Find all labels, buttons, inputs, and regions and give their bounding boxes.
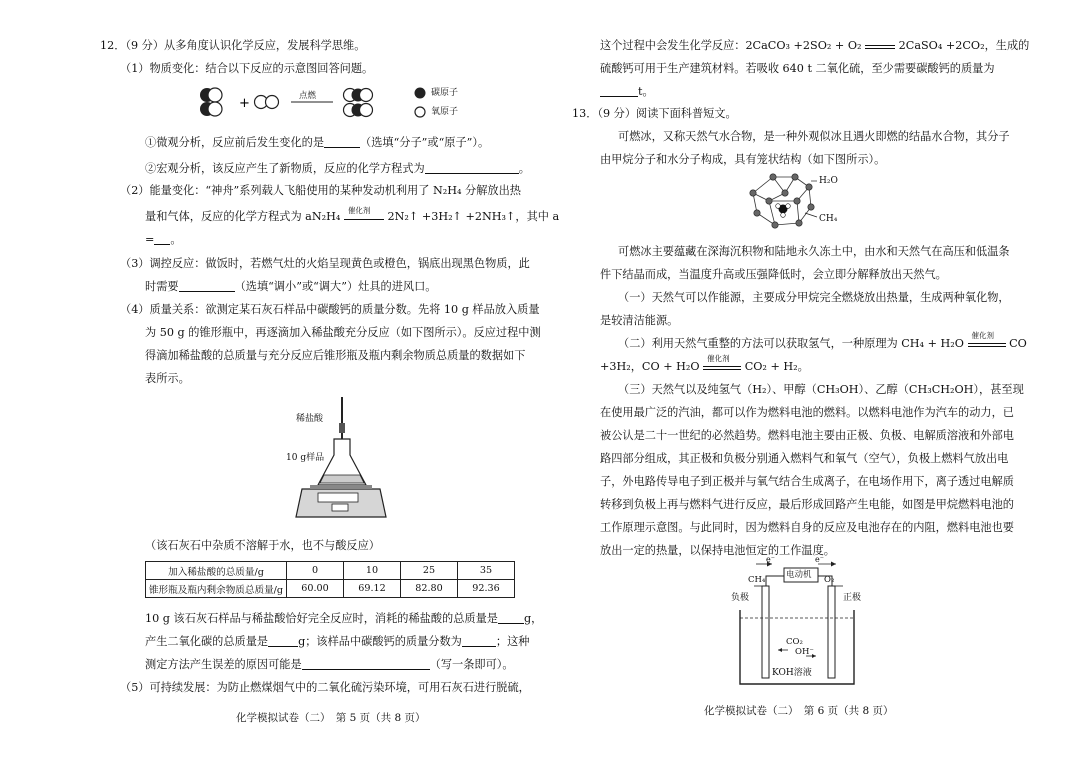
clathrate-cage-diagram [745,173,825,233]
q13-line5: （一）天然气可以作能源，主要成分甲烷完全燃烧放出热量，生成两种氧化物， [618,291,1010,304]
q12-part1: （1）物质变化：结合以下反应的示意图回答问题。 [120,62,374,75]
left-page-footer: 化学模拟试卷（二） 第 5 页（共 8 页） [236,712,426,724]
reaction-condition: 点燃 [299,91,317,101]
cage-ch4-label: CH₄ [819,214,838,224]
q12-part3-line2: 时需要 （选填“调小”或“调大”）灶具的进风口。 [145,280,437,293]
q12-part4-q1: 10 g 该石灰石样品与稀盐酸恰好完全反应时，消耗的稀盐酸的总质量是 g， [145,612,543,625]
q13-line12: 路四部分组成，其正极和负极分别通入燃料气和氧气（空气），负极上燃料气放出电 [600,452,1009,465]
q13-line13: 子，外电路传导电子到正极并与氧气结合生成离子，在电场作用下，离子透过电解质 [600,475,1014,488]
q13-line7: （二）利用天然气重整的方法可以获取氢气，一种原理为 CH₄ + H₂O 催化剂 CO [618,336,1027,351]
right-page-footer: 化学模拟试卷（二） 第 6 页（共 8 页） [704,705,894,717]
q13-line10: 在使用最广泛的汽油，都可以作为燃料电池的燃料。以燃料电池作为汽车的动力，已 [600,406,1014,419]
cage-h2o-label: H₂O [819,176,838,186]
co2-label: CO₂ [786,637,803,647]
q12-part4-q2: 产生二氧化碳的总质量是 g；该样品中碳酸钙的质量分数为 ；这种 [145,635,530,648]
q12-part4-line1: （4）质量关系：欲测定某石灰石样品中碳酸钙的质量分数。先将 10 g 样品放入质量 [120,303,540,316]
legend-oxygen-dot [415,107,425,117]
q12-part5-line1: （5）可持续发展：为防止燃煤烟气中的二氧化硫污染环境，可用石灰石进行脱硫， [120,681,530,694]
table-cell: 60.00 [287,580,344,598]
q12-part2-line3: = 。 [145,233,182,246]
q12-part4-q3: 测定方法产生误差的原因可能是 （写一条即可）。 [145,658,514,671]
table-cell: 25 [401,562,458,580]
q12-part5-line2: 这个过程中会发生化学反应：2CaCO₃ +2SO₂ + O₂ 2CaSO₄ +2CO₂，生成的 [600,39,1030,52]
q12-1-sub2: ②宏观分析，该反应产生了新物质，反应的化学方程式为 。 [145,162,530,175]
q13-line14: 转移到负极上再与燃料气进行反应，最后形成回路产生电能，如图是甲烷燃料电池的 [600,498,1014,511]
q13-line8: +3H₂，CO + H₂O 催化剂 CO₂ + H₂。 [600,359,809,374]
q13-line15: 工作原理示意图。与此同时，因为燃料自身的反应及电池存在的内阻，燃料电池也要 [600,521,1014,534]
legend-oxygen-label: 氧原子 [431,107,459,117]
q13-line6: 是较清洁能源。 [600,314,679,327]
apparatus-sample-label: 10 g样品 [286,453,325,463]
q13-line3: 可燃冰主要蕴藏在深海沉积物和陆地永久冻土中，由水和天然气在高压和低温条 [618,245,1010,258]
koh-solution-label: KOH溶液 [772,668,812,678]
electron-left-label: e⁻ [766,555,775,564]
q12-part3-line1: （3）调控反应：做饭时，若燃气灶的火焰呈现黄色或橙色，锅底出现黑色物质，此 [120,257,530,270]
motor-label: 电动机 [786,570,812,580]
legend-carbon-dot [415,88,426,99]
table-cell: 69.12 [344,580,401,598]
table-cell: 0 [287,562,344,580]
svg-text:+: + [239,96,250,111]
apparatus-acid-label: 稀盐酸 [296,414,324,424]
q12-part2-line2: 量和气体，反应的化学方程式为 aN₂H₄ 催化剂 2N₂↑ +3H₂↑ +2NH₃↑，其中 a [145,209,559,224]
cell-ch4-label: CH₄ [748,575,766,585]
table-row [146,562,515,580]
catalyst-label: 催化剂 [707,354,730,363]
q13-line1: 可燃冰，又称天然气水合物，是一种外观似冰且遇火即燃的结晶水合物，其分子 [618,130,1010,143]
q12-part4-line3: 得滴加稀盐酸的总质量与充分反应后锥形瓶及瓶内剩余物质总质量的数据如下 [145,349,526,362]
q12-part5-line3: 硫酸钙可用于生产建筑材料。若吸收 640 t 二氧化硫，至少需要碳酸钙的质量为 [600,62,995,75]
catalyst-label: 催化剂 [971,331,995,340]
q13-title: 13．（9 分）阅读下面科普短文。 [572,107,737,120]
oh-label: OH⁻ [795,647,814,657]
table-cell: 35 [458,562,515,580]
cell-o2-label: O₂ [824,575,835,585]
q13-line16: 放出一定的热量，以保持电池恒定的工作温度。 [600,544,835,557]
q12-part4-line2: 为 50 g 的锥形瓶中，再逐滴加入稀盐酸充分反应（如下图所示）。反应过程中测 [145,326,541,339]
q12-title: 12．（9 分）从多角度认识化学反应，发展科学思维。 [100,39,366,52]
q13-line2: 由甲烷分子和水分子构成，具有笼状结构（如下图所示）。 [600,153,886,166]
q12-part2-line1: （2）能量变化：“神舟”系列载人飞船使用的某种发动机利用了 N₂H₄ 分解放出热 [120,184,521,197]
table-cell: 10 [344,562,401,580]
q13-line11: 被公认是二十一世纪的必然趋势。燃料电池主要由正极、负极、电解质溶液和外部电 [600,429,1014,442]
q12-note: （该石灰石中杂质不溶解于水，也不与酸反应） [145,539,380,552]
q13-line9: （三）天然气以及纯氢气（H₂）、甲醇（CH₃OH）、乙醇（CH₃CH₂OH），甚至现 [618,383,1024,396]
catalyst-label: 催化剂 [347,206,371,215]
table-cell: 82.80 [401,580,458,598]
q13-line4: 件下结晶而成，当温度升高或压强降低时，会立即分解释放出天然气。 [600,268,947,281]
q12-1-sub1: ①微观分析，反应前后发生变化的是 （选填“分子”或“原子”）。 [145,136,490,149]
q12-part4-line4: 表所示。 [145,372,190,385]
negative-electrode-label: 负极 [731,593,750,603]
table-cell: 锥形瓶及瓶内剩余物质总质量/g [146,580,287,598]
table-cell: 加入稀盐酸的总质量/g [146,562,287,580]
data-table [145,561,515,598]
electron-right-label: e⁻ [815,555,824,564]
table-cell: 92.36 [458,580,515,598]
table-row [146,580,515,598]
legend-carbon-label: 碳原子 [431,88,459,98]
q12-part5-line4: t。 [600,84,654,99]
positive-electrode-label: 正极 [843,593,862,603]
